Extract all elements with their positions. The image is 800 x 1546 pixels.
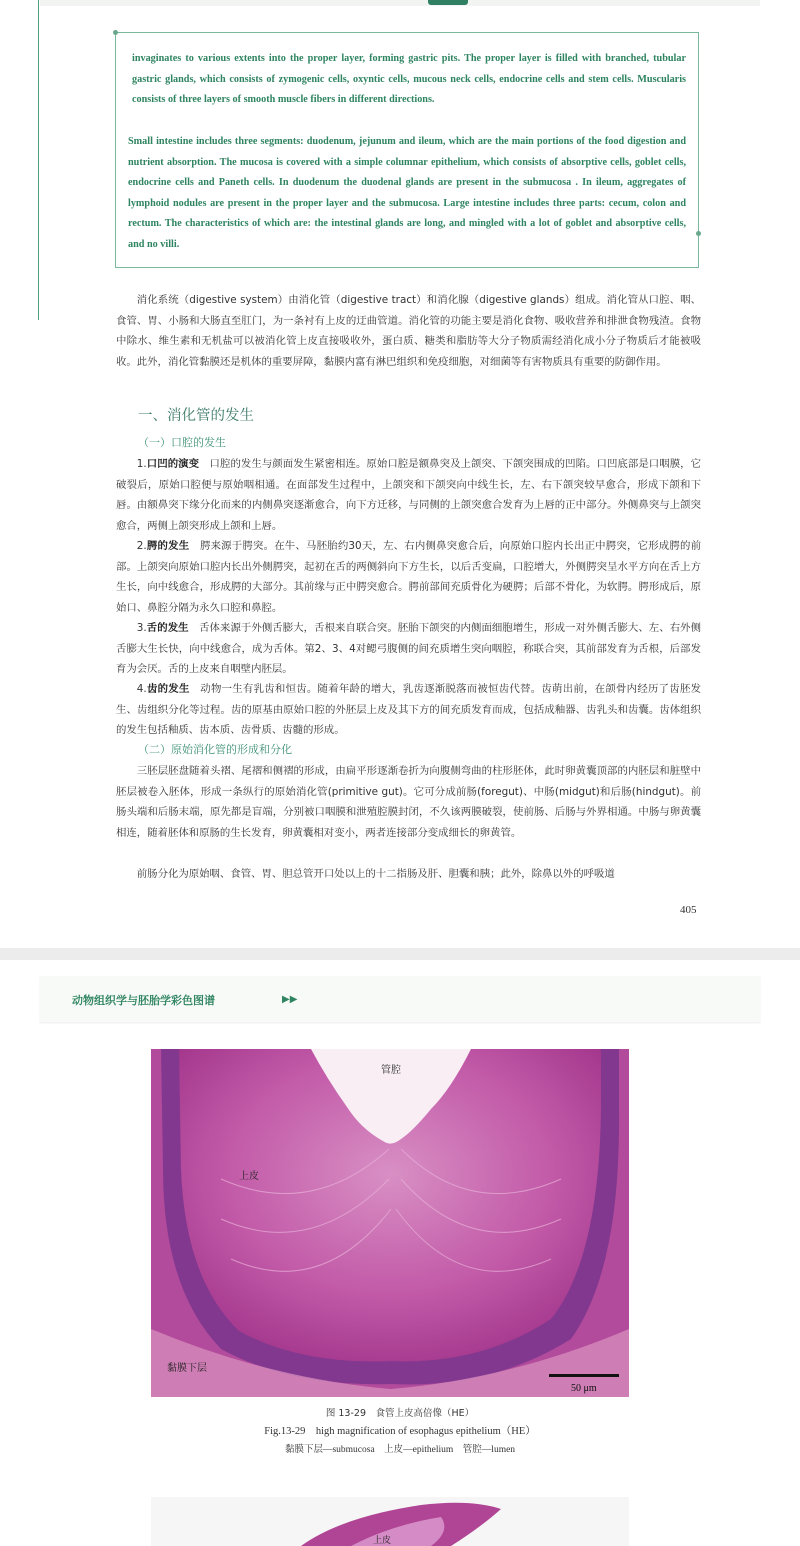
scale-bar-label: 50 μm [571,1383,597,1394]
item-palate: 2.腭的发生 腭来源于腭突。在牛、马胚胎约30天，左、右内侧鼻突愈合后，向原始口腔内长出正中腭突，它形成腭的前部。上颌突向原始口腔内长出外侧腭突，起初在舌的两侧斜向下方生长，以后舌变扁，口腔增大，外侧腭突呈水平方向在舌上方生长，向中线愈合，形成腭的大部分。其前缘与正中腭突愈合。腭前部间充质骨化为硬腭；后部不骨化，为软腭。腭形成后，原始口、鼻腔分隔为永久口腔和鼻腔。 [116,540,702,614]
book-title: 动物组织学与胚胎学彩色图谱 [72,994,215,1007]
section-title: 一、消化管的发生 [138,408,254,424]
corner-dot [696,231,701,236]
scale-bar [549,1374,619,1377]
item-mouth-pit: 1.口凹的演变 口腔的发生与颜面发生紧密相连。原始口腔是额鼻突及上颌突、下颌突围成的凹陷。口凹底部是口咽膜，它破裂后，原始口腔便与原始咽相通。在面部发生过程中，上颌突和下颌突向中线生长，左、右下颌突较早愈合，形成下颌和下唇。由额鼻突下缘分化而来的内侧鼻突逐渐愈合，向下方迁移，与同侧的上颌突愈合发育为上唇的正中部分。外侧鼻突与上颌突愈合，两侧上颌突形成上颌和上唇。 [116,458,702,532]
figure-key: 黏膜下层—submucosa 上皮—epithelium 管腔—lumen [284,1445,516,1455]
english-summary-box [115,32,699,268]
figure-caption-cn: 图 13-29 食管上皮高倍像（HE） [325,1408,475,1419]
item-heading: 舌的发生 [146,622,189,634]
page-number: 405 [680,904,697,916]
arrow-icon: ▶▶ [282,994,298,1005]
margin-rule [38,0,39,320]
foregut-paragraph: 前肠分化为原始咽、食管、胃、胆总管开口处以上的十二指肠及肝、胆囊和胰；此外，除鼻以外的呼吸道 [136,868,615,880]
figure-caption-en: Fig.13-29 high magnification of esophagus epithelium（HE） [264,1426,536,1437]
gut-paragraph: 三胚层胚盘随着头褶、尾褶和侧褶的形成，由扁平形逐渐卷折为向腹侧弯曲的柱形胚体，此时卵黄囊顶部的内胚层和脏壁中胚层被卷入胚体，形成一条纵行的原始消化管(primitive gut)。它可分成前肠(foregut)、中肠(midgut)和后肠(hindgut)。前肠头端和后肠末端，原先都是盲端，分别被口咽膜和泄殖腔膜封闭，不久该两膜破裂，使前肠、后肠与外界相通。中肠与卵黄囊相连，随着胚体和原肠的生长发育，卵黄囊相对变小，两者连接部分变成细长的卵黄管。 [116,765,701,839]
item-heading: 口凹的演变 [146,458,200,470]
item-tongue: 3.舌的发生 舌体来源于外侧舌膨大，舌根来自联合突。胚胎下颌突的内侧面细胞增生，形成一对外侧舌膨大、左、右外侧舌膨大生长快，向中线愈合，成为舌体。第2、3、4对鳃弓腹侧的间充质增生突向咽腔，称联合突，其前部发育为舌根，后部发育为会厌。舌的上皮来自咽壁内胚层。 [116,622,702,676]
summary-paragraph-stomach: invaginates to various extents into the proper layer, forming gastric pits. The proper layer is filled with branched, tubular gastric glands, which consists of zymogenic cells, oxyntic cells, mucous neck cells, endocrine cells and stem cells. Muscularis consists of three layers of smooth muscle fibers in different directions. [132,53,686,106]
item-heading: 腭的发生 [146,540,190,552]
summary-paragraph-intestine: Small intestine includes three segments: duodenum, jejunum and ileum, which are the main portions of the food digestion and nutrient absorption. The mucosa is covered with a simple columnar epithelium, which consists of absorptive cells, goblet cells, endocrine cells and Paneth cells. In duodenum the duodenal glands are present in the submucosa . In ileum, aggregates of lymphoid nodules are present in the proper layer and the submucosa. Large intestine includes three parts: cecum, colon and rectum. The characteristics of which are: the intestinal glands are long, and mingled with a lot of goblet and absorptive cells, and no villi. [128,136,686,250]
intro-paragraph: 消化系统（digestive system）由消化管（digestive tract）和消化腺（digestive glands）组成。消化管从口腔、咽、食管、胃、小肠和大肠直至肛门，为一条衬有上皮的迂曲管道。消化管的功能主要是消化食物、吸收营养和排泄食物残渣。食物中除水、维生素和无机盐可以被消化管上皮直接吸收外，蛋白质、糖类和脂肪等大分子物质需经消化成小分子物质后才能被吸收。此外，消化管黏膜还是机体的重要屏障，黏膜内富有淋巴组织和免疫细胞，对细菌等有害物质具有重要的防御作用。 [116,294,701,368]
item-tooth: 4.齿的发生 动物一生有乳齿和恒齿。随着年龄的增大，乳齿逐渐脱落而被恒齿代替。齿萌出前，在颌骨内经历了齿胚发生、齿组织分化等过程。齿的原基由原始口腔的外胚层上皮及其下方的间充质发育而成，包括成釉器、齿乳头和齿囊。齿体组织的发生包括釉质、齿本质、齿骨质、齿髓的形成。 [116,683,702,737]
epithelium-label: 上皮 [239,1171,259,1182]
subsection-title-oral: （一）口腔的发生 [138,436,226,449]
next-micrograph [151,1497,629,1546]
next-page [0,960,800,1546]
epithelium-label-2: 上皮 [373,1536,392,1546]
subsection-title-gut: （二）原始消化管的形成和分化 [138,743,292,756]
lumen-label: 管腔 [381,1065,401,1076]
previous-page-edge [40,0,760,6]
submucosa-label: 黏膜下层 [167,1363,207,1374]
item-heading: 齿的发生 [146,683,190,695]
corner-dot [113,30,118,35]
page-tab-marker [428,0,468,5]
esophagus-micrograph [151,1049,629,1397]
